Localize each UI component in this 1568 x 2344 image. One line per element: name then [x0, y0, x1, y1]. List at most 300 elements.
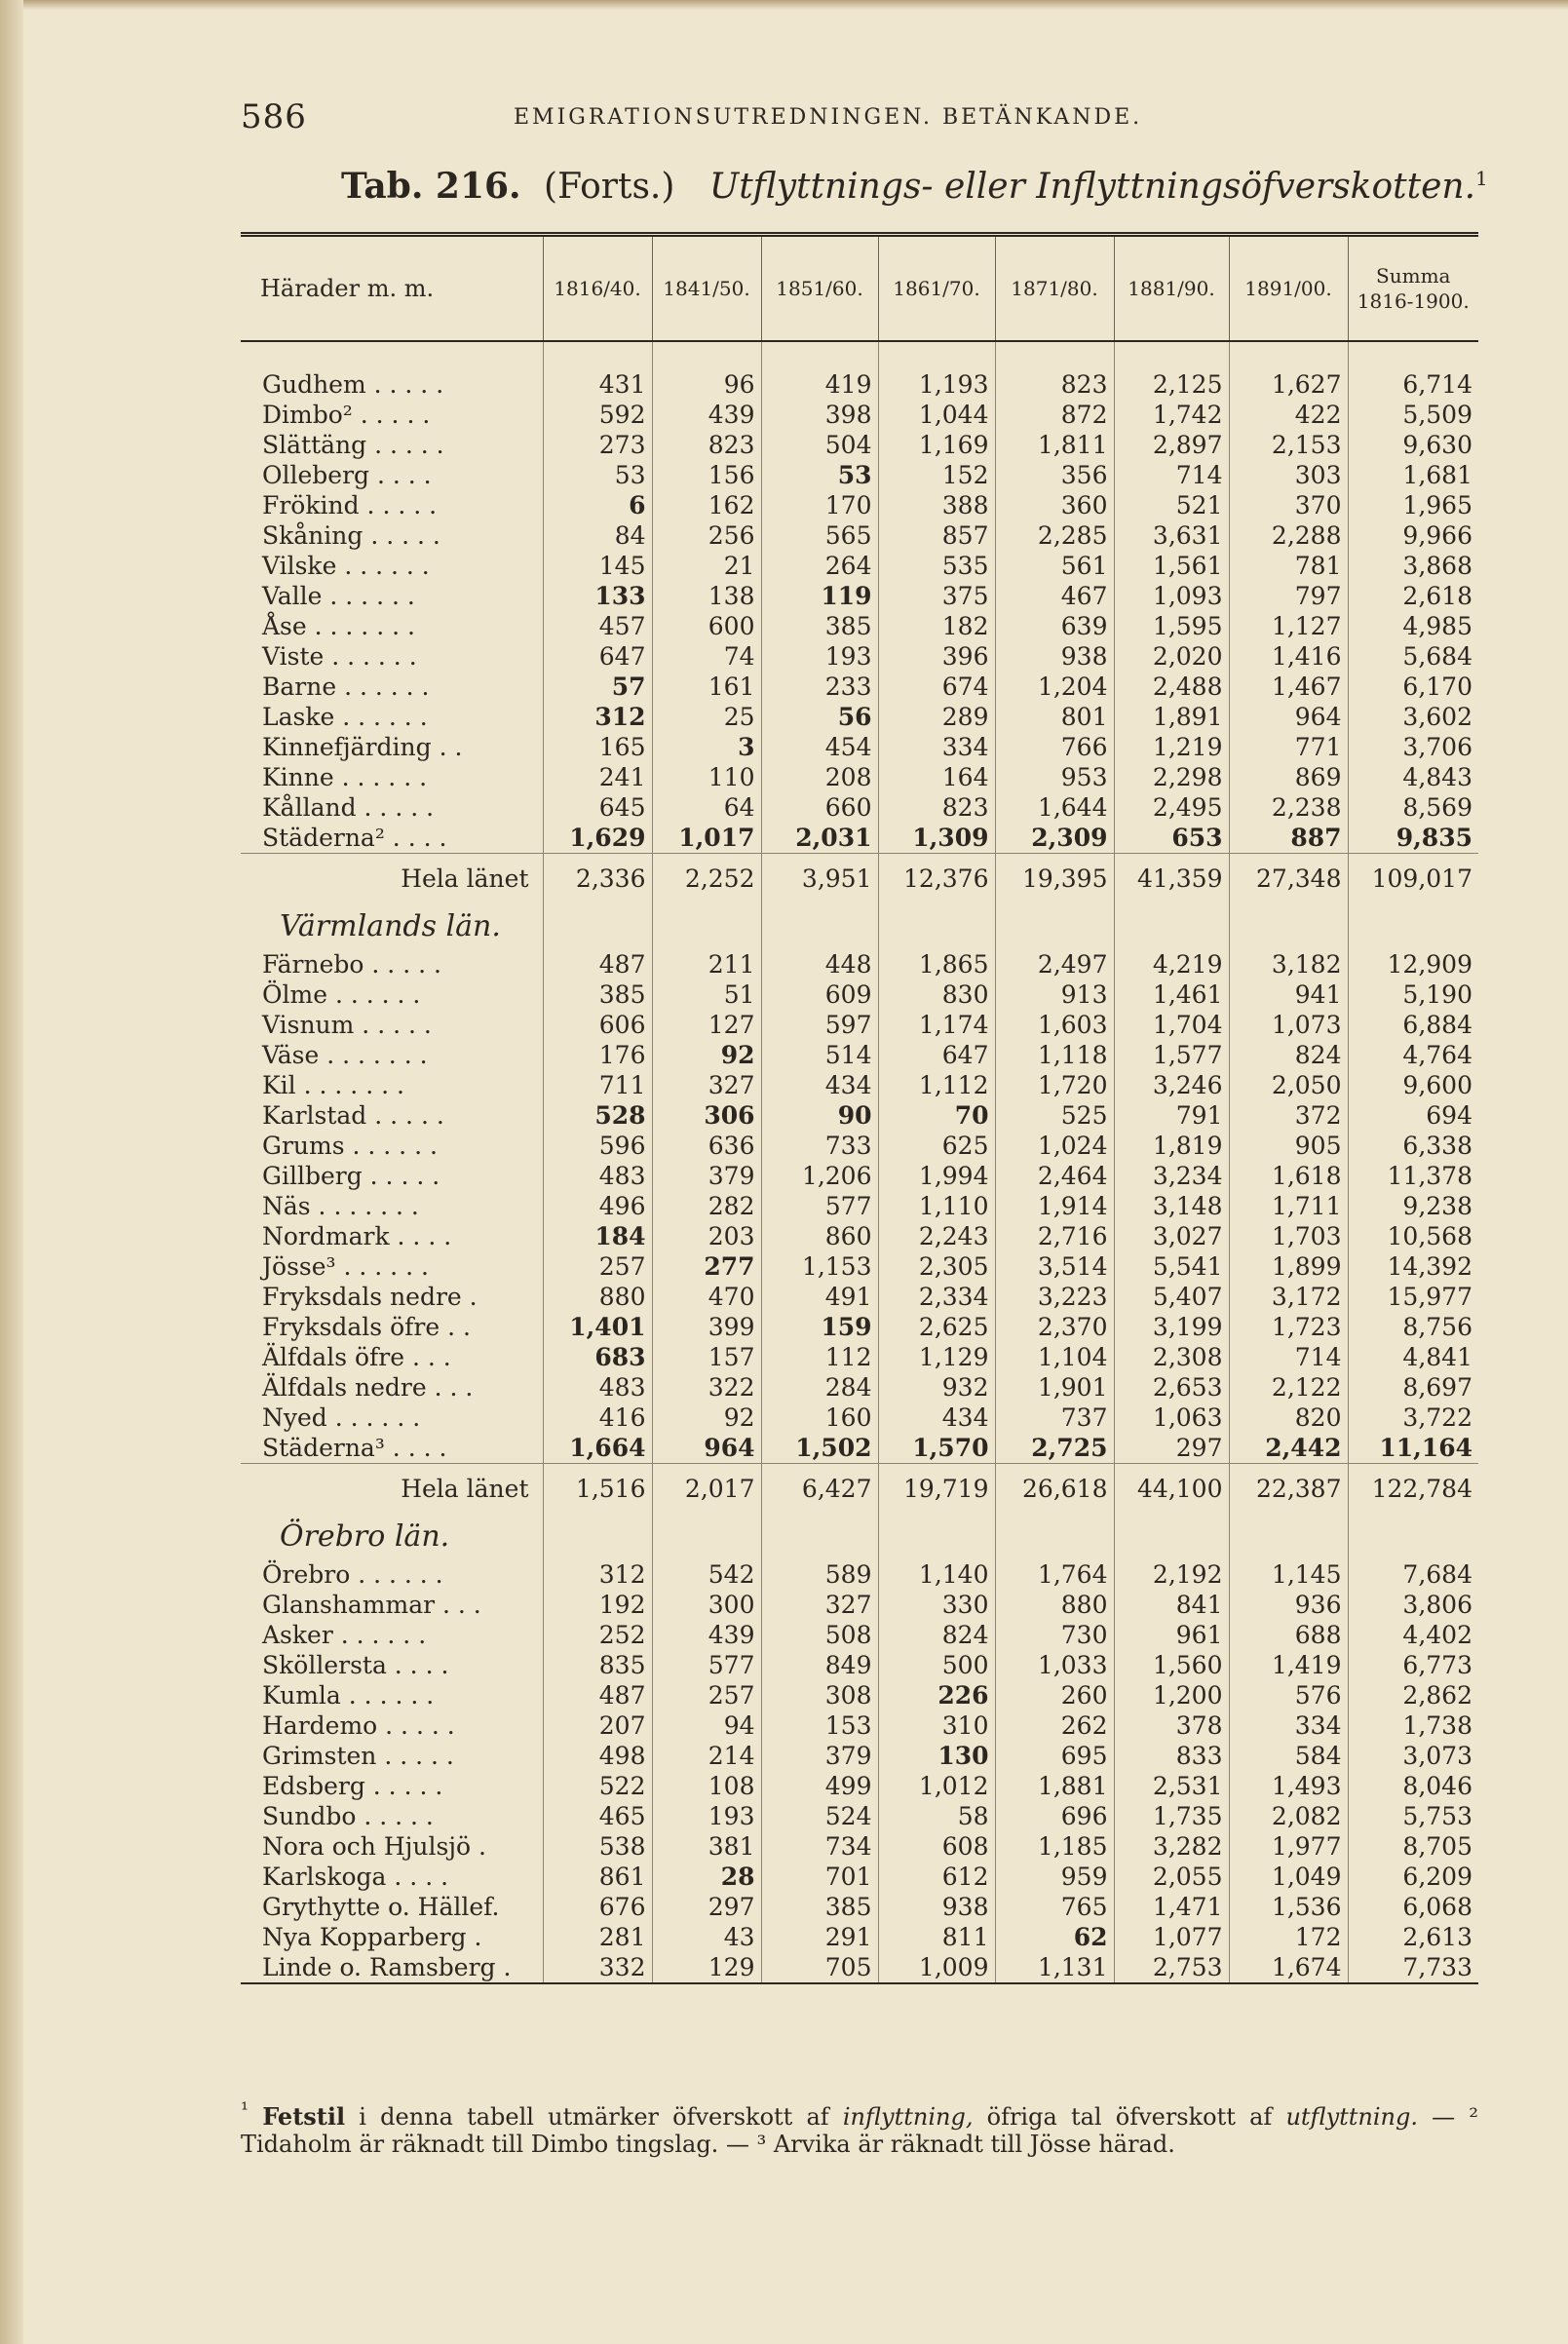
- value-cell: 172: [1229, 1922, 1348, 1952]
- value-cell: 964: [652, 1433, 761, 1464]
- district-name: Färnebo . . . . .: [262, 950, 441, 979]
- table-row: [241, 672, 1478, 702]
- value-cell: 11,164: [1348, 1433, 1478, 1464]
- value-cell: 1,735: [1114, 1801, 1229, 1831]
- value-cell: 11,378: [1348, 1161, 1478, 1191]
- table-row: [241, 1922, 1478, 1952]
- value-cell: 701: [761, 1862, 878, 1892]
- value-cell: 15,977: [1348, 1282, 1478, 1312]
- table-row: [241, 949, 1478, 980]
- value-cell: 1,169: [878, 430, 995, 460]
- table-row: [241, 551, 1478, 581]
- column-header-period: 1891/00.: [1229, 235, 1348, 342]
- value-cell: 2,125: [1114, 369, 1229, 400]
- value-cell: 28: [652, 1862, 761, 1892]
- value-cell: 2,309: [995, 823, 1114, 854]
- value-cell: 508: [761, 1620, 878, 1650]
- value-cell: 378: [1114, 1710, 1229, 1741]
- value-cell: 835: [543, 1650, 652, 1680]
- value-cell: 1,711: [1229, 1191, 1348, 1221]
- value-cell: 5,541: [1114, 1251, 1229, 1282]
- district-name: Örebro . . . . . .: [262, 1560, 443, 1589]
- district-name: Hardemo . . . . .: [262, 1711, 455, 1740]
- value-cell: 1,502: [761, 1433, 878, 1464]
- value-cell: 1,819: [1114, 1131, 1229, 1161]
- value-cell: 941: [1229, 980, 1348, 1010]
- table-row: [241, 490, 1478, 520]
- value-cell: 514: [761, 1040, 878, 1070]
- value-cell: 162: [652, 490, 761, 520]
- value-cell: 207: [543, 1710, 652, 1741]
- value-cell: 2,050: [1229, 1070, 1348, 1100]
- value-cell: 312: [543, 1559, 652, 1590]
- value-cell: 606: [543, 1010, 652, 1040]
- value-cell: 1,901: [995, 1372, 1114, 1403]
- column-header-period: 1871/80.: [995, 235, 1114, 342]
- value-cell: 3,246: [1114, 1070, 1229, 1100]
- value-cell: 12,909: [1348, 949, 1478, 980]
- value-cell: 535: [878, 551, 995, 581]
- value-cell: 7,733: [1348, 1952, 1478, 1983]
- value-cell: 145: [543, 551, 652, 581]
- value-cell: 1,174: [878, 1010, 995, 1040]
- county-total-row: [241, 1464, 1478, 1514]
- value-cell: 176: [543, 1040, 652, 1070]
- value-cell: 94: [652, 1710, 761, 1741]
- district-name: Åse . . . . . . .: [262, 612, 415, 640]
- value-cell: 284: [761, 1372, 878, 1403]
- value-cell: 1,127: [1229, 611, 1348, 641]
- table-row: [241, 1680, 1478, 1710]
- district-name: Fryksdals nedre .: [262, 1283, 478, 1311]
- table-row: [241, 1403, 1478, 1433]
- value-cell: 14,392: [1348, 1251, 1478, 1282]
- value-cell: 3,282: [1114, 1831, 1229, 1862]
- value-cell: 647: [878, 1040, 995, 1070]
- value-cell: 110: [652, 762, 761, 792]
- value-cell: 21: [652, 551, 761, 581]
- value-cell: 811: [878, 1922, 995, 1952]
- value-cell: 504: [761, 430, 878, 460]
- value-cell: 823: [995, 369, 1114, 400]
- value-cell: 696: [995, 1801, 1114, 1831]
- total-value-cell: 1,516: [543, 1464, 652, 1514]
- value-cell: 1,681: [1348, 460, 1478, 490]
- value-cell: 184: [543, 1221, 652, 1251]
- value-cell: 3,223: [995, 1282, 1114, 1312]
- value-cell: 1,044: [878, 400, 995, 430]
- value-cell: 332: [543, 1952, 652, 1983]
- table-row: [241, 1952, 1478, 1983]
- value-cell: 645: [543, 792, 652, 823]
- table-row: [241, 1559, 1478, 1590]
- value-cell: 538: [543, 1831, 652, 1862]
- value-cell: 192: [543, 1590, 652, 1620]
- value-cell: 53: [543, 460, 652, 490]
- value-cell: 3,868: [1348, 551, 1478, 581]
- value-cell: 5,753: [1348, 1801, 1478, 1831]
- total-value-cell: 41,359: [1114, 854, 1229, 903]
- value-cell: 3,706: [1348, 732, 1478, 762]
- table-row: [241, 611, 1478, 641]
- value-cell: 2,753: [1114, 1952, 1229, 1983]
- district-name: Grythytte o. Hällef.: [262, 1893, 500, 1921]
- value-cell: 522: [543, 1771, 652, 1801]
- value-cell: 1,891: [1114, 702, 1229, 732]
- page-number: 586: [241, 97, 307, 136]
- total-value-cell: 6,427: [761, 1464, 878, 1514]
- value-cell: 70: [878, 1100, 995, 1131]
- value-cell: 381: [652, 1831, 761, 1862]
- value-cell: 2,031: [761, 823, 878, 854]
- value-cell: 6,338: [1348, 1131, 1478, 1161]
- value-cell: 2,725: [995, 1433, 1114, 1464]
- value-cell: 953: [995, 762, 1114, 792]
- value-cell: 241: [543, 762, 652, 792]
- value-cell: 3,631: [1114, 520, 1229, 551]
- value-cell: 2,464: [995, 1161, 1114, 1191]
- value-cell: 1,536: [1229, 1892, 1348, 1922]
- value-cell: 542: [652, 1559, 761, 1590]
- value-cell: 2,308: [1114, 1342, 1229, 1372]
- page-header: [241, 97, 1478, 142]
- value-cell: 312: [543, 702, 652, 732]
- value-cell: 1,009: [878, 1952, 995, 1983]
- table-caption: Utflyttnings- eller Inflyttningsöfverskotten.: [708, 167, 1476, 207]
- table-row: [241, 702, 1478, 732]
- value-cell: 226: [878, 1680, 995, 1710]
- value-cell: 959: [995, 1862, 1114, 1892]
- value-cell: 53: [761, 460, 878, 490]
- total-value-cell: 12,376: [878, 854, 995, 903]
- table-row: [241, 980, 1478, 1010]
- district-name: Kumla . . . . . .: [262, 1681, 435, 1710]
- value-cell: 1,618: [1229, 1161, 1348, 1191]
- table-row: [241, 581, 1478, 611]
- value-cell: 112: [761, 1342, 878, 1372]
- value-cell: 170: [761, 490, 878, 520]
- value-cell: 589: [761, 1559, 878, 1590]
- value-cell: 256: [652, 520, 761, 551]
- value-cell: 164: [878, 762, 995, 792]
- value-cell: 57: [543, 672, 652, 702]
- footnote-bold-term: Fetstil: [262, 2102, 346, 2131]
- table-row: [241, 1590, 1478, 1620]
- table-row: [241, 732, 1478, 762]
- value-cell: 964: [1229, 702, 1348, 732]
- value-cell: 577: [761, 1191, 878, 1221]
- district-name: Dimbo² . . . . .: [262, 401, 431, 429]
- value-cell: 360: [995, 490, 1114, 520]
- value-cell: 1,112: [878, 1070, 995, 1100]
- value-cell: 608: [878, 1831, 995, 1862]
- value-cell: 1,720: [995, 1070, 1114, 1100]
- value-cell: 43: [652, 1922, 761, 1952]
- total-value-cell: 44,100: [1114, 1464, 1229, 1514]
- value-cell: 525: [995, 1100, 1114, 1131]
- value-cell: 193: [761, 641, 878, 672]
- value-cell: 2,055: [1114, 1862, 1229, 1892]
- value-cell: 609: [761, 980, 878, 1010]
- value-cell: 379: [652, 1161, 761, 1191]
- value-cell: 1,073: [1229, 1010, 1348, 1040]
- value-cell: 2,153: [1229, 430, 1348, 460]
- value-cell: 152: [878, 460, 995, 490]
- value-cell: 1,561: [1114, 551, 1229, 581]
- value-cell: 208: [761, 762, 878, 792]
- value-cell: 1,185: [995, 1831, 1114, 1862]
- district-name: Slättäng . . . . .: [262, 431, 444, 459]
- value-cell: 1,977: [1229, 1831, 1348, 1862]
- value-cell: 849: [761, 1650, 878, 1680]
- value-cell: 3,602: [1348, 702, 1478, 732]
- value-cell: 5,190: [1348, 980, 1478, 1010]
- value-cell: 448: [761, 949, 878, 980]
- value-cell: 2,613: [1348, 1922, 1478, 1952]
- value-cell: 431: [543, 369, 652, 400]
- value-cell: 161: [652, 672, 761, 702]
- value-cell: 1,994: [878, 1161, 995, 1191]
- value-cell: 2,305: [878, 1251, 995, 1282]
- value-cell: 9,630: [1348, 430, 1478, 460]
- value-cell: 1,063: [1114, 1403, 1229, 1433]
- value-cell: 375: [878, 581, 995, 611]
- value-cell: 5,684: [1348, 641, 1478, 672]
- value-cell: 1,077: [1114, 1922, 1229, 1952]
- district-name: Linde o. Ramsberg .: [241, 1952, 543, 1983]
- total-value-cell: 19,395: [995, 854, 1114, 903]
- value-cell: 766: [995, 732, 1114, 762]
- district-name: Valle . . . . . .: [262, 582, 415, 610]
- table-row: [241, 1710, 1478, 1741]
- value-cell: 612: [878, 1862, 995, 1892]
- value-cell: 737: [995, 1403, 1114, 1433]
- table-row: [241, 823, 1478, 854]
- county-name: Värmlands län.: [280, 908, 501, 943]
- value-cell: 1,145: [1229, 1559, 1348, 1590]
- value-cell: 56: [761, 702, 878, 732]
- footnote-text-2: öfriga tal öfverskott af: [986, 2103, 1273, 2131]
- value-cell: 165: [543, 732, 652, 762]
- value-cell: 2,238: [1229, 792, 1348, 823]
- value-cell: 3,199: [1114, 1312, 1229, 1342]
- total-value-cell: 122,784: [1348, 1464, 1478, 1514]
- value-cell: 25: [652, 702, 761, 732]
- district-name: Edsberg . . . . .: [262, 1772, 443, 1800]
- value-cell: 399: [652, 1312, 761, 1342]
- table-row: [241, 1801, 1478, 1831]
- value-cell: 214: [652, 1741, 761, 1771]
- value-cell: 797: [1229, 581, 1348, 611]
- value-cell: 334: [878, 732, 995, 762]
- value-cell: 119: [761, 581, 878, 611]
- value-cell: 133: [543, 581, 652, 611]
- value-cell: 711: [543, 1070, 652, 1100]
- district-name: Städerna³ . . . .: [241, 1433, 543, 1464]
- value-cell: 1,738: [1348, 1710, 1478, 1741]
- value-cell: 9,966: [1348, 520, 1478, 551]
- county-name: Örebro län.: [280, 1518, 450, 1554]
- table-header-row: [241, 235, 1478, 342]
- table-row: [241, 1771, 1478, 1801]
- value-cell: 1,570: [878, 1433, 995, 1464]
- value-cell: 938: [995, 641, 1114, 672]
- value-cell: 491: [761, 1282, 878, 1312]
- value-cell: 705: [761, 1952, 878, 1983]
- value-cell: 327: [652, 1070, 761, 1100]
- value-cell: 872: [995, 400, 1114, 430]
- district-name: Glanshammar . . .: [262, 1591, 481, 1619]
- value-cell: 6,773: [1348, 1650, 1478, 1680]
- value-cell: 734: [761, 1831, 878, 1862]
- value-cell: 6,170: [1348, 672, 1478, 702]
- table-row: [241, 1433, 1478, 1464]
- value-cell: 714: [1229, 1342, 1348, 1372]
- district-name: Grums . . . . . .: [262, 1132, 438, 1160]
- value-cell: 1,627: [1229, 369, 1348, 400]
- value-cell: 1,881: [995, 1771, 1114, 1801]
- value-cell: 439: [652, 400, 761, 430]
- district-name: Barne . . . . . .: [262, 672, 430, 701]
- value-cell: 824: [1229, 1040, 1348, 1070]
- value-cell: 880: [995, 1590, 1114, 1620]
- table-title: [341, 166, 1488, 207]
- value-cell: 1,595: [1114, 611, 1229, 641]
- value-cell: 398: [761, 400, 878, 430]
- value-cell: 857: [878, 520, 995, 551]
- table-row: [241, 1040, 1478, 1070]
- value-cell: 2,243: [878, 1221, 995, 1251]
- value-cell: 639: [995, 611, 1114, 641]
- value-cell: 90: [761, 1100, 878, 1131]
- value-cell: 92: [652, 1040, 761, 1070]
- table-row: [241, 1131, 1478, 1161]
- value-cell: 308: [761, 1680, 878, 1710]
- value-cell: 1,419: [1229, 1650, 1348, 1680]
- district-name: Vilske . . . . . .: [262, 552, 430, 580]
- value-cell: 887: [1229, 823, 1348, 854]
- value-cell: 1,467: [1229, 672, 1348, 702]
- value-cell: 936: [1229, 1590, 1348, 1620]
- value-cell: 264: [761, 551, 878, 581]
- value-cell: 457: [543, 611, 652, 641]
- footnote-italic-1: inflyttning,: [842, 2103, 974, 2131]
- district-name: Gillberg . . . . .: [262, 1162, 440, 1190]
- value-cell: 370: [1229, 490, 1348, 520]
- value-cell: 600: [652, 611, 761, 641]
- value-cell: 823: [878, 792, 995, 823]
- value-cell: 330: [878, 1590, 995, 1620]
- value-cell: 1,093: [1114, 581, 1229, 611]
- value-cell: 92: [652, 1403, 761, 1433]
- value-cell: 385: [543, 980, 652, 1010]
- value-cell: 576: [1229, 1680, 1348, 1710]
- value-cell: 6,068: [1348, 1892, 1478, 1922]
- value-cell: 2,082: [1229, 1801, 1348, 1831]
- value-cell: 592: [543, 400, 652, 430]
- value-cell: 653: [1114, 823, 1229, 854]
- footnote: [241, 2095, 1478, 2158]
- district-name: Näs . . . . . . .: [262, 1192, 419, 1220]
- value-cell: 1,110: [878, 1191, 995, 1221]
- value-cell: 1,131: [995, 1952, 1114, 1983]
- table-row: [241, 520, 1478, 551]
- value-cell: 434: [761, 1070, 878, 1100]
- value-cell: 499: [761, 1771, 878, 1801]
- value-cell: 565: [761, 520, 878, 551]
- value-cell: 9,600: [1348, 1070, 1478, 1100]
- total-value-cell: 27,348: [1229, 854, 1348, 903]
- value-cell: 9,238: [1348, 1191, 1478, 1221]
- value-cell: 2,531: [1114, 1771, 1229, 1801]
- value-cell: 487: [543, 949, 652, 980]
- value-cell: 385: [761, 611, 878, 641]
- value-cell: 297: [652, 1892, 761, 1922]
- value-cell: 4,841: [1348, 1342, 1478, 1372]
- value-cell: 8,756: [1348, 1312, 1478, 1342]
- value-cell: 1,118: [995, 1040, 1114, 1070]
- value-cell: 2,625: [878, 1312, 995, 1342]
- value-cell: 5,407: [1114, 1282, 1229, 1312]
- district-name: Nordmark . . . .: [262, 1222, 452, 1250]
- value-cell: 820: [1229, 1403, 1348, 1433]
- value-cell: 688: [1229, 1620, 1348, 1650]
- value-cell: 160: [761, 1403, 878, 1433]
- value-cell: 372: [1229, 1100, 1348, 1131]
- value-cell: 1,723: [1229, 1312, 1348, 1342]
- value-cell: 10,568: [1348, 1221, 1478, 1251]
- total-value-cell: 109,017: [1348, 854, 1478, 903]
- district-name: Nyed . . . . . .: [262, 1403, 421, 1432]
- value-cell: 51: [652, 980, 761, 1010]
- value-cell: 1,560: [1114, 1650, 1229, 1680]
- value-cell: 203: [652, 1221, 761, 1251]
- table-body: [241, 341, 1478, 1983]
- value-cell: 1,865: [878, 949, 995, 980]
- value-cell: 938: [878, 1892, 995, 1922]
- value-cell: 524: [761, 1801, 878, 1831]
- value-cell: 765: [995, 1892, 1114, 1922]
- value-cell: 6,884: [1348, 1010, 1478, 1040]
- value-cell: 273: [543, 430, 652, 460]
- value-cell: 823: [652, 430, 761, 460]
- value-cell: 3,234: [1114, 1161, 1229, 1191]
- value-cell: 2,285: [995, 520, 1114, 551]
- footnote-italic-2: utflyttning.: [1285, 2103, 1418, 2131]
- footnote-text-3: — ² Tidaholm är räknadt till Dimbo tingslag. — ³ Arvika är räknadt till Jösse härad.: [241, 2103, 1478, 2158]
- value-cell: 193: [652, 1801, 761, 1831]
- table-row: [241, 460, 1478, 490]
- district-name: Skåning . . . . .: [262, 521, 440, 550]
- table-row: [241, 1100, 1478, 1131]
- value-cell: 1,024: [995, 1131, 1114, 1161]
- value-cell: 1,204: [995, 672, 1114, 702]
- value-cell: 1,140: [878, 1559, 995, 1590]
- value-cell: 2,497: [995, 949, 1114, 980]
- value-cell: 2,862: [1348, 1680, 1478, 1710]
- value-cell: 306: [652, 1100, 761, 1131]
- value-cell: 733: [761, 1131, 878, 1161]
- value-cell: 1,401: [543, 1312, 652, 1342]
- district-name: Olleberg . . . .: [262, 461, 432, 489]
- table-row: [241, 1191, 1478, 1221]
- value-cell: 257: [652, 1680, 761, 1710]
- value-cell: 291: [761, 1922, 878, 1952]
- value-cell: 913: [995, 980, 1114, 1010]
- table-row: [241, 792, 1478, 823]
- value-cell: 379: [761, 1741, 878, 1771]
- value-cell: 157: [652, 1342, 761, 1372]
